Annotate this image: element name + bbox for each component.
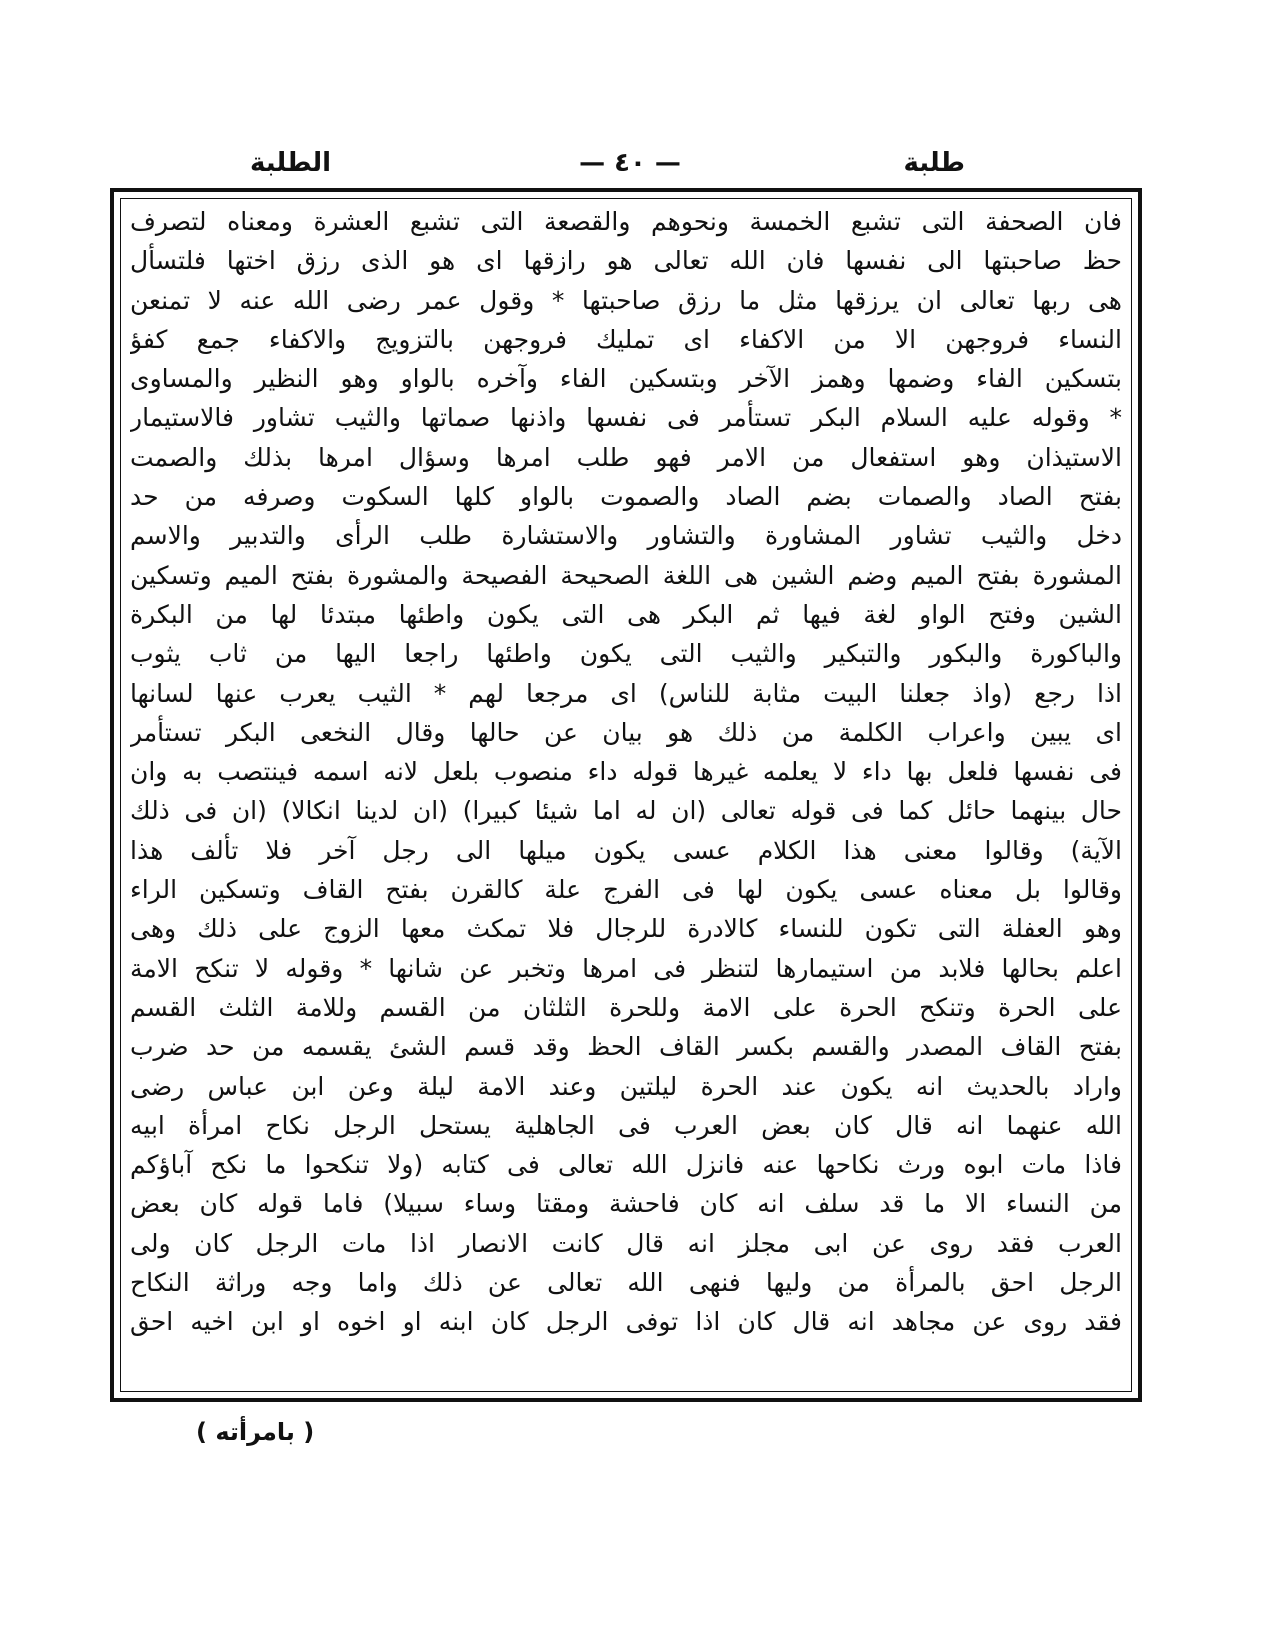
- text-line: حظ صاحبتها الى نفسها فان الله تعالى هو رازقها اى هو الذى رزق اختها فلتسأل: [130, 246, 1122, 276]
- text-line: وهو العفلة التى تكون للنساء كالادرة للرجال فلا تمكث معها الزوج على ذلك وهى: [130, 914, 1122, 944]
- text-line: الله عنهما انه قال كان بعض العرب فى الجاهلية يستحل الرجل نكاح امرأة ابيه: [130, 1110, 1122, 1140]
- text-line: من النساء الا ما قد سلف انه كان فاحشة ومقتا وساء سبيلا) فاما قوله كان بعض: [130, 1189, 1122, 1219]
- text-line: واراد بالحديث انه يكون عند الحرة ليلتين وعند الامة ليلة وعن ابن عباس رضى: [130, 1071, 1122, 1101]
- text-frame: [110, 188, 1142, 1402]
- text-line: والباكورة والبكور والتبكير والثيب التى يكون واطئها راجعا اليها من ثاب يثوب: [130, 639, 1122, 669]
- text-line: وقالوا بل معناه عسى يكون لها فى الفرج علة كالقرن بفتح القاف وتسكين الراء: [130, 875, 1122, 905]
- text-line: بفتح الصاد والصمات بضم الصاد والصموت بالواو كلها السكوت وصرفه من حد: [130, 482, 1122, 512]
- text-line: * وقوله عليه السلام البكر تستأمر فى نفسها واذنها صماتها والثيب تشاور فالاستيمار: [130, 403, 1122, 433]
- text-line: فى نفسها فلعل بها داء لا يعلمه غيرها قوله داء منصوب بلعل لانه اسمه فينتصب به وان: [130, 757, 1122, 787]
- text-line: بتسكين الفاء وضمها وهمز الآخر وبتسكين الفاء وآخره بالواو وهو النظير والمساوى: [130, 364, 1122, 394]
- text-line: الرجل احق بالمرأة من وليها فنهى الله تعالى عن ذلك واما وجه وراثة النكاح: [130, 1268, 1122, 1298]
- header-left-word: الطلبة: [250, 148, 331, 178]
- text-line: فان الصحفة التى تشبع الخمسة ونحوهم والقصعة التى تشبع العشرة ومعناه لتصرف: [130, 207, 1122, 236]
- body-text: [130, 202, 1122, 1388]
- text-line: اعلم بحالها فلابد من استيمارها لتنظر فى امرها وتخبر عن شانها * وقوله لا تنكح الامة: [130, 953, 1122, 983]
- text-line: الشين وفتح الواو لغة فيها ثم البكر هى التى يكون واطئها مبتدئا لها من البكرة: [130, 599, 1122, 629]
- text-line: الآية) وقالوا معنى هذا الكلام عسى يكون ميلها الى رجل آخر فلا تألف هذا: [130, 835, 1122, 865]
- text-line: فقد روى عن مجاهد انه قال كان اذا توفى الرجل كان ابنه او اخوه او ابن اخيه احق: [130, 1307, 1122, 1337]
- header-right-word: طلبة: [903, 148, 965, 178]
- text-line: العرب فقد روى عن ابى مجلز انه قال كانت الانصار اذا مات الرجل كان ولى: [130, 1228, 1122, 1258]
- catchword: ( بامرأته ): [196, 1418, 315, 1446]
- text-line: الاستيذان وهو استفعال من الامر فهو طلب امرها وسؤال امرها بذلك والصمت: [130, 442, 1122, 472]
- text-line: المشورة بفتح الميم وضم الشين هى اللغة الصحيحة الفصيحة والمشورة بفتح الميم وتسكين: [130, 560, 1122, 590]
- text-line: هى ربها تعالى ان يرزقها مثل ما رزق صاحبتها * وقول عمر رضى الله عنه لا تمنعن: [130, 285, 1122, 315]
- text-line: على الحرة وتنكح الحرة على الامة وللحرة الثلثان من القسم وللامة الثلث القسم: [130, 992, 1122, 1022]
- text-line: بفتح القاف المصدر والقسم بكسر القاف الحظ وقد قسم الشئ يقسمه من حد ضرب: [130, 1032, 1122, 1062]
- page-number: — ٤٠ —: [579, 148, 681, 178]
- text-line: النساء فروجهن الا من الاكفاء اى تمليك فروجهن بالتزويج والاكفاء جمع كفؤ: [130, 324, 1122, 354]
- page-header: [110, 148, 1150, 188]
- text-line: دخل والثيب تشاور المشاورة والتشاور والاستشارة طلب الرأى والتدبير والاسم: [130, 521, 1122, 551]
- text-line: اذا رجع (واذ جعلنا البيت مثابة للناس) اى مرجعا لهم * الثيب يعرب عنها لسانها: [130, 678, 1122, 708]
- text-line: اى يبين واعراب الكلمة من ذلك هو بيان عن حالها وقال النخعى البكر تستأمر: [130, 717, 1122, 747]
- text-line: فاذا مات ابوه ورث نكاحها عنه فانزل الله تعالى فى كتابه (ولا تنكحوا ما نكح آباؤكم: [130, 1150, 1122, 1180]
- text-line: حال بينهما حائل كما فى قوله تعالى (ان له اما شيئا كبيرا) (ان لدينا انكالا) (ان فى ذلك: [130, 796, 1122, 826]
